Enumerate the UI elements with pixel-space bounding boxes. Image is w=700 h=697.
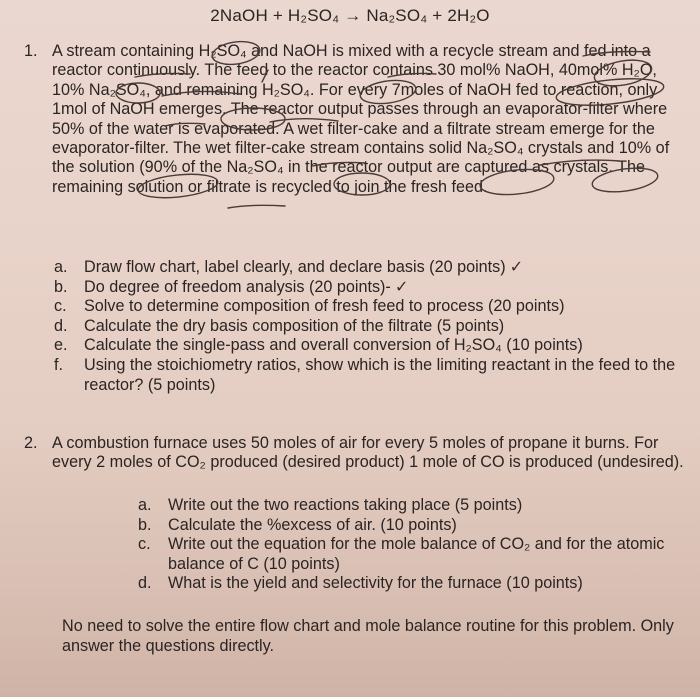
part-letter: a. <box>138 496 152 514</box>
part-text: What is the yield and selectivity for the furnace (10 points) <box>168 574 583 593</box>
problem-2-part-c <box>138 535 678 574</box>
problem-1-part-a <box>54 258 684 278</box>
part-letter: e. <box>54 336 68 355</box>
problem-2-part-d <box>138 574 678 594</box>
problem-1-number: 1. <box>24 42 38 60</box>
problem-1 <box>24 42 690 197</box>
problem-1-parts <box>54 258 684 395</box>
problem-2-parts <box>138 496 678 594</box>
part-text: Calculate the single-pass and overall conversion of H₂SO₄ (10 points) <box>84 336 583 355</box>
problem-1-part-d <box>54 317 684 337</box>
problem-1-part-f <box>54 356 684 395</box>
problem-1-part-e <box>54 336 684 356</box>
part-text: Calculate the dry basis composition of the filtrate (5 points) <box>84 316 505 335</box>
problem-2-part-b <box>138 516 678 536</box>
problem-1-text: A stream containing H₂SO₄ and NaOH is mixed with a recycle stream and fed into a reactor continuously. The feed to the reactor contains 30 mol% NaOH, 40mol% H₂O, 10% Na₂SO₄, and remaining H₂SO₄. For every 7moles of NaOH fed to reaction, only 1mol of NaOH emerges. The reactor output passes through an evaporator-filter where 50% of the water is evaporated. A wet filter-cake and a filtrate stream emerge for the evaporator-filter. The wet filter-cake stream contains solid Na₂SO₄ crystals and 10% of the solution (90% of the Na₂SO₄ in the reactor output are captured as crystals. The remaining solution or filtrate is recycled to join the fresh feed. <box>52 42 670 196</box>
part-letter: c. <box>138 535 151 554</box>
problem-2-text: A combustion furnace uses 50 moles of air for every 5 moles of propane it burns. For every 2 moles of CO₂ produced (desired product) 1 mole of CO is produced (undesired). <box>52 434 684 472</box>
strike-output-are-mark <box>228 205 285 208</box>
part-text: Write out the two reactions taking place (5 points) <box>168 496 523 514</box>
problem-2-number: 2. <box>24 434 38 452</box>
part-text: Calculate the %excess of air. (10 points) <box>168 515 457 534</box>
checkmark-icon: ✓ <box>394 277 409 296</box>
part-letter: d. <box>54 316 68 335</box>
part-text: Do degree of freedom analysis (20 points)- <box>84 277 391 296</box>
part-letter: b. <box>138 515 152 534</box>
instruction-note: No need to solve the entire flow chart and mole balance routine for this problem. Only answer the questions directly. <box>62 617 674 655</box>
part-letter: a. <box>54 258 68 276</box>
part-letter: d. <box>138 574 152 593</box>
problem-1-part-c <box>54 297 684 317</box>
checkmark-icon: ✓ <box>509 258 524 276</box>
part-letter: b. <box>54 277 68 296</box>
problem-2 <box>24 434 690 473</box>
part-letter: c. <box>54 297 67 316</box>
part-text: Write out the equation for the mole balance of CO₂ and for the atomic balance of C (10 points) <box>168 535 665 573</box>
part-text: Using the stoichiometry ratios, show which is the limiting reactant in the feed to the reactor? (5 points) <box>84 355 676 394</box>
problem-1-part-b <box>54 278 684 298</box>
part-text: Draw flow chart, label clearly, and declare basis (20 points) <box>84 258 506 276</box>
problem-2-part-a <box>138 496 678 516</box>
part-letter: f. <box>54 355 63 374</box>
part-text: Solve to determine composition of fresh feed to process (20 points) <box>84 297 565 316</box>
reaction-equation: 2NaOH + H₂SO₄ → Na₂SO₄ + 2H₂O <box>210 6 490 25</box>
